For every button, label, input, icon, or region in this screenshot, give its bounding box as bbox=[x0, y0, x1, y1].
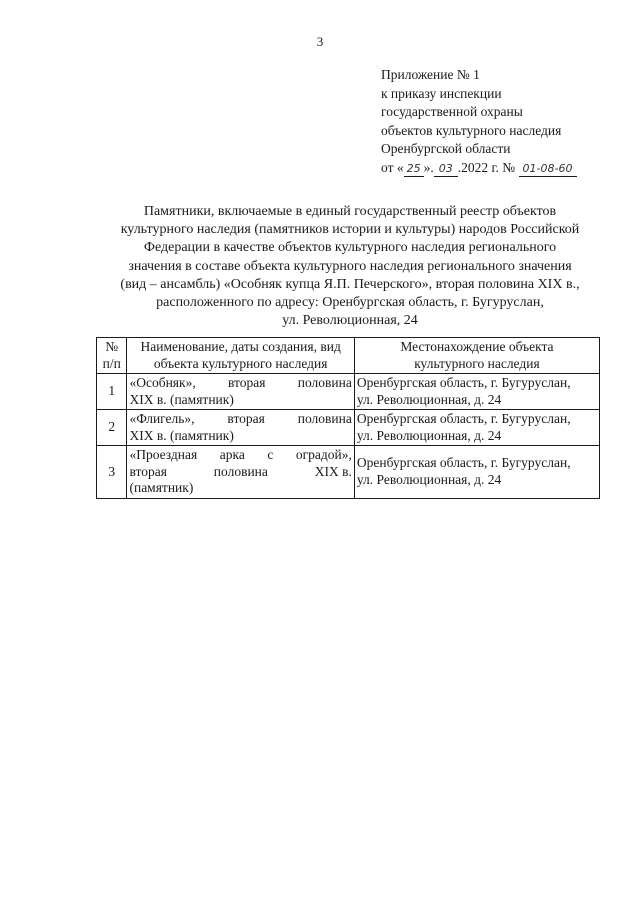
name-line bbox=[129, 411, 351, 428]
row-location bbox=[354, 374, 599, 410]
location-line: Оренбургская область, г. Бугуруслан, bbox=[356, 411, 571, 426]
row-num: 1 bbox=[97, 374, 127, 410]
name-line: XIX в. (памятник) bbox=[129, 391, 234, 407]
row-name bbox=[127, 410, 354, 446]
name-line: XIX в. (памятник) bbox=[129, 427, 234, 443]
page-number: 3 bbox=[316, 34, 324, 49]
heritage-objects-table bbox=[96, 337, 600, 499]
location-line: ул. Революционная, д. 24 bbox=[356, 471, 502, 487]
location-line: ул. Революционная, д. 24 bbox=[356, 391, 502, 407]
order-number: 01-08-60 bbox=[519, 162, 577, 177]
name-word: с bbox=[267, 447, 274, 462]
name-word: XIX в. bbox=[314, 463, 352, 479]
name-word: вторая bbox=[228, 375, 266, 390]
table-row bbox=[97, 410, 600, 446]
row-name bbox=[127, 374, 354, 410]
appendix-line: Приложение № 1 bbox=[381, 67, 480, 82]
name-word: оградой», bbox=[295, 447, 352, 462]
date-prefix: от « bbox=[381, 159, 404, 175]
document-title bbox=[90, 203, 610, 330]
date-mid: ». bbox=[423, 159, 434, 175]
header-location bbox=[354, 338, 599, 374]
title-line: (вид – ансамбль) «Особняк купца Я.П. Печерского», вторая половина XIX в., bbox=[120, 276, 580, 292]
location-line: ул. Революционная, д. 24 bbox=[356, 427, 502, 443]
header-location-line: культурного наследия bbox=[414, 355, 540, 371]
title-line: расположенного по адресу: Оренбургская область, г. Бугуруслан, bbox=[156, 295, 544, 311]
table-row bbox=[97, 446, 600, 499]
title-line: ул. Революционная, 24 bbox=[282, 313, 418, 329]
row-num: 3 bbox=[97, 446, 127, 499]
title-line: культурного наследия (памятников истории и культуры) народов Российской bbox=[120, 222, 580, 238]
appendix-block bbox=[381, 66, 577, 177]
header-name-line: объекта культурного наследия bbox=[153, 355, 328, 371]
appendix-line: Оренбургской области bbox=[381, 141, 511, 156]
row-name bbox=[127, 446, 354, 499]
name-line bbox=[129, 447, 351, 464]
name-word: «Особняк», bbox=[129, 375, 196, 390]
header-num-line: № bbox=[105, 339, 119, 354]
name-word: «Флигель», bbox=[129, 411, 195, 426]
row-num: 2 bbox=[97, 410, 127, 446]
name-word: арка bbox=[219, 447, 245, 462]
name-word: половина bbox=[297, 411, 352, 426]
header-name bbox=[127, 338, 354, 374]
appendix-line: объектов культурного наследия bbox=[381, 122, 562, 138]
location-line: Оренбургская область, г. Бугуруслан, bbox=[356, 375, 571, 390]
name-word: вторая bbox=[227, 411, 265, 426]
title-line: значения в составе объекта культурного наследия регионального значения bbox=[128, 258, 572, 274]
location-line: Оренбургская область, г. Бугуруслан, bbox=[356, 455, 571, 471]
appendix-line: к приказу инспекции bbox=[381, 85, 502, 101]
appendix-line: государственной охраны bbox=[381, 104, 523, 119]
row-location bbox=[354, 410, 599, 446]
table-row bbox=[97, 374, 600, 410]
date-year: .2022 г. № bbox=[457, 159, 516, 175]
name-word: половина bbox=[213, 463, 268, 479]
date-day: 25 bbox=[404, 162, 424, 177]
name-line bbox=[129, 464, 351, 481]
header-num-line: п/п bbox=[102, 355, 121, 371]
date-month: 03 bbox=[434, 162, 458, 177]
title-line: Федерации в качестве объектов культурного наследия регионального bbox=[143, 240, 557, 256]
appendix-date-line bbox=[381, 159, 577, 178]
table-header-row bbox=[97, 338, 600, 374]
header-num bbox=[97, 338, 127, 374]
header-location-line: Местонахождение объекта bbox=[400, 339, 554, 354]
row-location bbox=[354, 446, 599, 499]
name-line bbox=[129, 375, 351, 392]
name-word: «Проездная bbox=[129, 447, 198, 462]
header-name-line: Наименование, даты создания, вид bbox=[140, 339, 341, 354]
title-line: Памятники, включаемые в единый государственный реестр объектов bbox=[143, 204, 557, 219]
name-line: (памятник) bbox=[129, 480, 194, 495]
name-word: вторая bbox=[129, 463, 167, 479]
name-word: половина bbox=[297, 375, 352, 390]
